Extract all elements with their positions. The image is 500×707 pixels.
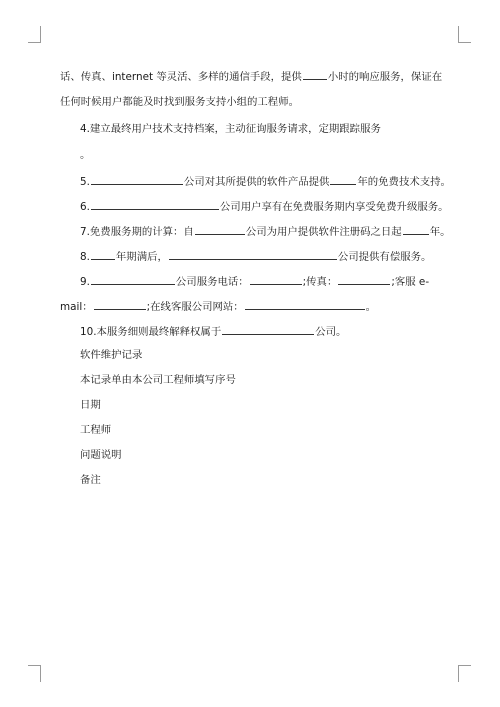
item4-end-text: 。 <box>80 149 91 161</box>
item6-num: 6. <box>80 201 90 213</box>
blank-years-5 <box>330 173 356 185</box>
blank-company-7 <box>195 223 245 235</box>
item8-text-b: 公司提供有偿服务。 <box>337 251 432 263</box>
item-10 <box>80 323 346 339</box>
paragraph-line-1 <box>60 68 442 84</box>
item10-text-a: 10.本服务细则最终解释权属于 <box>80 326 222 338</box>
item-8 <box>80 248 431 264</box>
item-4 <box>80 122 381 136</box>
item7-text-b: 公司为用户提供软件注册码之日起 <box>245 226 402 238</box>
item9-text-a: 公司服务电话： <box>175 276 249 288</box>
blank-hours <box>303 68 327 80</box>
item-5 <box>80 173 451 189</box>
blank-company-10 <box>222 323 314 335</box>
item-9-cont <box>60 298 376 314</box>
blank-years-8 <box>91 248 115 260</box>
item-6 <box>80 198 449 214</box>
paragraph-line-2 <box>60 95 299 109</box>
line1-text-a: 话、传真、internet 等灵活、多样的通信手段，提供 <box>60 71 302 83</box>
item4-text: 4.建立最终用户技术支持档案，主动征询服务请求，定期跟踪服务 <box>80 123 381 135</box>
blank-company-8 <box>169 248 337 260</box>
corner-mark-bottom-right-h <box>458 665 471 666</box>
corner-mark-top-left-h <box>28 42 41 43</box>
item5-text-a: 公司对其所提供的软件产品提供 <box>183 176 330 188</box>
item5-text-b: 年的免费技术支持。 <box>357 176 451 188</box>
corner-mark-bottom-left-v <box>40 665 41 682</box>
corner-mark-bottom-right-v <box>458 665 459 682</box>
item9-text-c: ;客服 e- <box>391 276 430 288</box>
line1-text-b: 小时的响应服务，保证在 <box>327 71 443 83</box>
corner-mark-top-right-v <box>458 26 459 43</box>
blank-website <box>245 298 365 310</box>
item5-num: 5. <box>80 176 90 188</box>
corner-mark-top-left-v <box>40 26 41 43</box>
item6-text-a: 公司用户享有在免费服务期内享受免费升级服务。 <box>219 201 449 213</box>
item8-num: 8. <box>80 251 90 263</box>
corner-mark-top-right-h <box>458 42 471 43</box>
blank-company-5 <box>91 173 183 185</box>
item10-text-b: 公司。 <box>315 326 347 338</box>
item-9 <box>80 273 429 289</box>
item9-text-d: mail： <box>60 301 93 313</box>
item7-text-a: 7.免费服务期的计算：自 <box>80 226 194 238</box>
line2-text: 任何时候用户都能及时找到服务支持小组的工程师。 <box>60 96 299 108</box>
item9-text-b: ;传真： <box>302 276 338 288</box>
section-title: 软件维护记录 <box>80 349 143 361</box>
blank-years-7 <box>403 223 429 235</box>
blank-company-6 <box>91 198 219 210</box>
blank-fax <box>338 273 390 285</box>
field-date: 日期 <box>80 399 101 411</box>
item8-text-a: 年期满后， <box>115 251 168 263</box>
item9-text-e: ;在线客服公司网站： <box>146 301 244 313</box>
field-issue: 问题说明 <box>80 449 122 461</box>
record-note: 本记录单由本公司工程师填写序号 <box>80 374 236 386</box>
item-4-end <box>80 148 90 162</box>
field-remark: 备注 <box>80 474 101 486</box>
blank-company-9 <box>91 273 175 285</box>
blank-email <box>94 298 146 310</box>
corner-mark-bottom-left-h <box>28 665 41 666</box>
item9-text-f: 。 <box>365 301 377 313</box>
item9-num: 9. <box>80 276 90 288</box>
field-engineer: 工程师 <box>80 424 112 436</box>
item7-text-c: 年。 <box>429 226 451 238</box>
item-7 <box>80 223 450 239</box>
blank-phone <box>250 273 302 285</box>
